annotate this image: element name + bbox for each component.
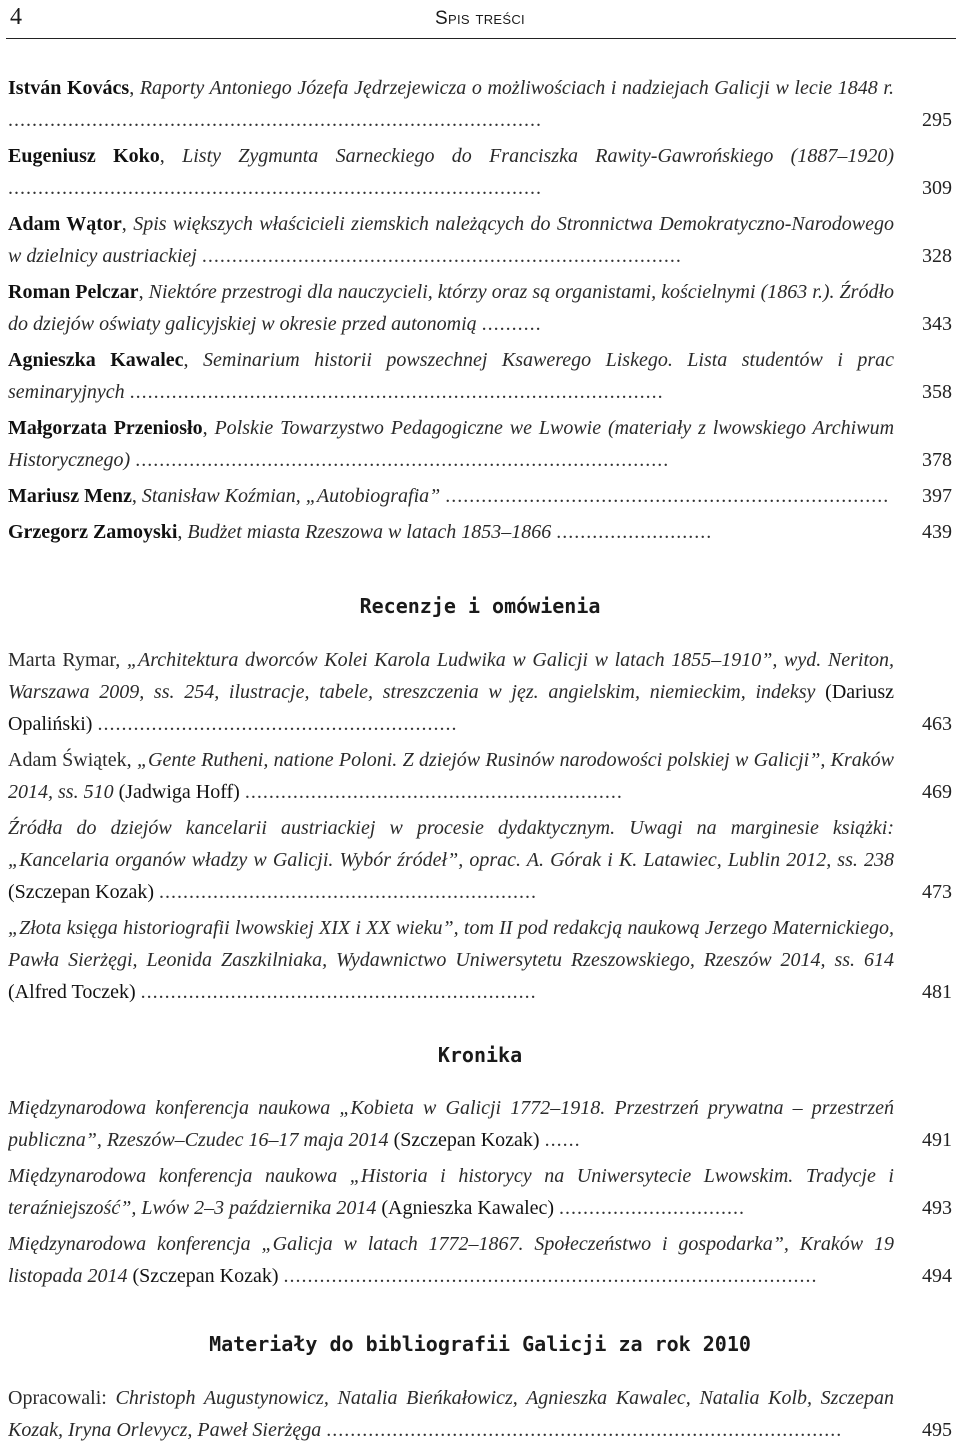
entry-author: Roman Pelczar [8,281,139,303]
entry-page-number: 328 [922,245,952,267]
entry-author: Agnieszka Kawalec [8,349,184,371]
entry-reviewer: (Szczepan Kozak) [132,1265,279,1287]
entry-title: Międzynarodowa konferencja naukowa „Historia i historycy na Uniwersytecie Lwowskim. Tradycje i teraźniejszość”, Lwów 2–3 października 2014 [8,1165,894,1219]
entry-reviewer: (Agnieszka Kawalec) [381,1197,555,1219]
entry-page-number: 463 [922,713,952,735]
leader-dots: ............................................................ [97,713,458,735]
toc-entry[interactable]: Agnieszka Kawalec, Seminarium historii powszechnej Ksawerego Liskego. Lista studentów i prac seminaryjnych ......................................................................................... 358 [8,344,954,408]
leader-dots: ......................................................................................... [135,449,670,471]
toc-entry[interactable]: Mariusz Menz, Stanisław Koźmian, „Autobiografia” .......................................................................... 397 [8,480,954,512]
section-heading-bibliography: Materiały do bibliografii Galicji za rok 2010 [209,1332,751,1356]
entry-title: Stanisław Koźmian, „Autobiografia” [141,485,441,507]
toc-entry[interactable]: Grzegorz Zamoyski, Budżet miasta Rzeszowa w latach 1853–1866 .......................... 439 [8,516,954,548]
entry-page-number: 378 [922,449,952,471]
leader-dots: .................................................................. [140,981,537,1003]
entry-page-number: 469 [922,781,952,803]
leader-dots: ...................................................................................... [326,1419,843,1441]
entry-author: Mariusz Menz [8,485,132,507]
entry-title: Międzynarodowa konferencja „Galicja w latach 1772–1867. Społeczeństwo i gospodarka”, Kraków 19 listopada 2014 [8,1233,894,1287]
entry-page-number: 481 [922,981,952,1003]
running-title: Spis treści [435,8,525,29]
leader-dots: ............................................................... [159,881,538,903]
entry-title: Niektóre przestrogi dla nauczycieli, którzy oraz są organistami, kościelnymi (1863 r.). Źródło do dziejów oświaty galicyjskiej w okresie przed autonomią [8,281,895,335]
leader-dots: ......................................................................................... [8,109,542,131]
page-number: 4 [10,4,22,30]
entry-author: Marta Rymar, [8,649,127,671]
leader-dots: ...... [544,1129,581,1151]
leader-dots: ......................................................................................... [8,177,542,199]
toc-entry[interactable] [8,812,954,908]
page-header [0,0,960,40]
section-heading-chronicle: Kronika [437,1043,523,1067]
toc-entry[interactable] [8,1092,954,1156]
entry-author: István Kovács [8,77,130,99]
entry-title: „Architektura dworców Kolei Karola Ludwika w Galicji w latach 1855–1910”, wyd. Neriton, Warszawa 2009, ss. 254, ilustracje, tabele, streszczenia w jęz. angielskim, niemieckim, indeksy [8,649,894,703]
entry-title: Źródła do dziejów kancelarii austriackiej w procesie dydaktycznym. Uwagi na marginesie książki: „Kancelaria organów władzy w Galicji. Wybór źródeł”, oprac. A. Górak i K. Latawiec, Lublin 2012, ss. 238 [8,817,894,871]
entry-page-number: 358 [922,381,952,403]
entry-title: Spis większych właścicieli ziemskich należących do Stronnictwa Demokratyczno-Narodowego w dzielnicy austriackiej [8,213,895,267]
entry-author: Małgorzata Przeniosło [8,417,203,439]
entry-reviewer: (Jadwiga Hoff) [118,781,240,803]
entry-author: Eugeniusz Koko [8,145,160,167]
entry-title: Raporty Antoniego Józefa Jędrzejewicza o możliwościach i nadziejach Galicji w lecie 1848 r. [139,77,894,99]
toc-entry[interactable]: Roman Pelczar, Niektóre przestrogi dla nauczycieli, którzy oraz są organistami, kościelnymi (1863 r.). Źródło do dziejów oświaty galicyjskiej w okresie przed autonomią .......... 343 [8,276,954,340]
entry-lead: Opracowali: [8,1387,116,1409]
entry-page-number: 495 [922,1419,952,1441]
chronicle-list [8,1092,954,1292]
bibliography-list [8,1382,954,1446]
toc-entry[interactable]: István Kovács, Raporty Antoniego Józefa Jędrzejewicza o możliwościach i nadziejach Galicji w lecie 1848 r. ......................................................................................... 295 [8,72,954,136]
entry-page-number: 494 [922,1265,952,1287]
toc-entry[interactable] [8,1228,954,1292]
leader-dots: ................................................................................ [201,245,682,267]
entry-title: Budżet miasta Rzeszowa w latach 1853–1866 [187,521,552,543]
entry-page-number: 343 [922,313,952,335]
entry-page-number: 473 [922,881,952,903]
toc-entry[interactable]: Eugeniusz Koko, Listy Zygmunta Sarneckiego do Franciszka Rawity-Gawrońskiego (1887–1920) ......................................................................................... 309 [8,140,954,204]
entry-title: Polskie Towarzystwo Pedagogiczne we Lwowie (materiały z lwowskiego Archiwum Historycznego) [8,417,895,471]
entry-reviewer: (Szczepan Kozak) [393,1129,540,1151]
entry-author: Adam Świątek, [8,749,137,771]
toc-entry[interactable] [8,644,954,740]
toc-entry[interactable] [8,1160,954,1224]
toc-entry[interactable] [8,1382,954,1446]
entry-page-number: 439 [922,521,952,543]
entry-author: Adam Wątor [8,213,122,235]
entry-title: Seminarium historii powszechnej Ksawerego Liskego. Lista studentów i prac seminaryjnych [8,349,894,403]
entry-page-number: 295 [922,109,952,131]
entry-page-number: 491 [922,1129,952,1151]
leader-dots: .......................... [556,521,713,543]
entry-page-number: 397 [922,485,952,507]
entry-title: Międzynarodowa konferencja naukowa „Kobieta w Galicji 1772–1918. Przestrzeń prywatna – przestrzeń publiczna”, Rzeszów–Czudec 16–17 maja 2014 [8,1097,894,1151]
toc-entry[interactable] [8,744,954,808]
entry-reviewer: (Dariusz Opaliński) [8,681,895,735]
toc-entry[interactable] [8,912,954,1008]
entry-title: Listy Zygmunta Sarneckiego do Franciszka Rawity-Gawrońskiego (1887–1920) [182,145,895,167]
entry-title: Christoph Augustynowicz, Natalia Bieńkałowicz, Agnieszka Kawalec, Natalia Kolb, Szczepan Kozak, Iryna Orlevycz, Paweł Sierżęga [8,1387,894,1441]
section-heading-reviews: Recenzje i omówienia [359,594,601,618]
entry-title: „Złota księga historiografii lwowskiej XIX i XX wieku”, tom II pod redakcją naukową Jerzego Maternickiego, Pawła Sierżęgi, Leonida Zaszkilniaka, Wydawnictwo Uniwersytetu Rzeszowskiego, Rzeszów 2014, ss. 614 [8,917,894,971]
entry-page-number: 493 [922,1197,952,1219]
articles-list [8,72,954,548]
entry-reviewer: (Szczepan Kozak) [8,881,155,903]
leader-dots: ......................................................................................... [283,1265,818,1287]
entry-author: Grzegorz Zamoyski [8,521,178,543]
entry-reviewer: (Alfred Toczek) [8,981,136,1003]
toc-entry[interactable]: Adam Wątor, Spis większych właścicieli ziemskich należących do Stronnictwa Demokratyczno-Narodowego w dzielnicy austriackiej ................................................................................ 328 [8,208,954,272]
leader-dots: ......................................................................................... [129,381,664,403]
leader-dots: ............................................................... [244,781,623,803]
entry-page-number: 309 [922,177,952,199]
toc-entry[interactable]: Małgorzata Przeniosło, Polskie Towarzystwo Pedagogiczne we Lwowie (materiały z lwowskiego Archiwum Historycznego) ......................................................................................... 378 [8,412,954,476]
entry-title: „Gente Rutheni, natione Poloni. Z dziejów Rusinów narodowości polskiej w Galicji”, Kraków 2014, ss. 510 [8,749,895,803]
reviews-list [8,644,954,1008]
leader-dots: .......................................................................... [445,485,890,507]
header-rule [6,38,956,39]
leader-dots: ............................... [559,1197,746,1219]
leader-dots: .......... [481,313,542,335]
